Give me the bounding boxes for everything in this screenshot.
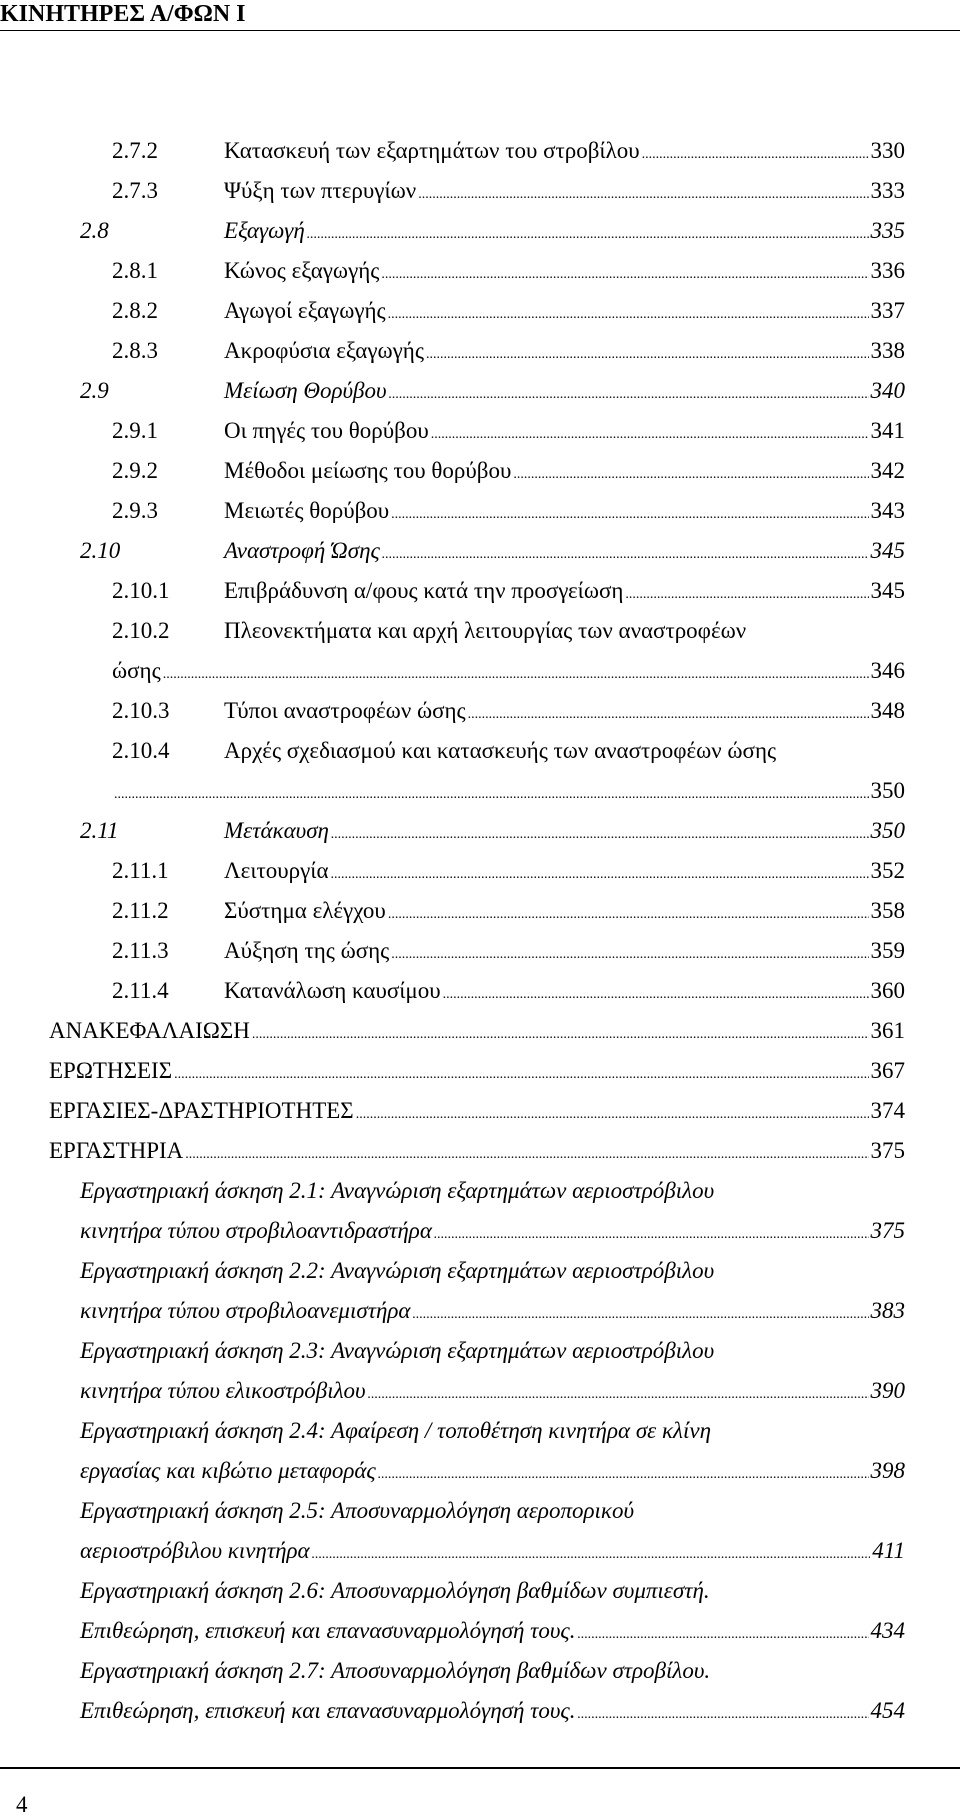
toc-entry[interactable]	[112, 291, 905, 331]
toc-entry-title: Οι πηγές του θορύβου	[224, 418, 429, 443]
toc-entry[interactable]	[112, 451, 905, 491]
toc-entry-title: Αρχές σχεδιασμού και κατασκευής των αναστροφέων ώσης	[224, 738, 777, 763]
toc-entry-number: 2.11.2	[112, 898, 169, 923]
toc-entry-continuation[interactable]	[112, 771, 905, 811]
dot-leader	[368, 1375, 869, 1415]
dot-leader	[443, 975, 869, 1015]
toc-entry-title: Πλεονεκτήματα και αρχή λειτουργίας των αναστροφέων	[224, 618, 747, 643]
toc-entry-page: 361	[870, 1018, 905, 1043]
dot-leader	[468, 695, 869, 735]
toc-entry[interactable]	[112, 571, 905, 611]
toc-entry-title-continued: ώσης	[112, 658, 161, 683]
toc-entry-title-continued: κινητήρα τύπου στροβιλοανεμιστήρα	[80, 1298, 411, 1323]
toc-entry-title-continued: κινητήρα τύπου στροβιλοαντιδραστήρα	[80, 1218, 432, 1243]
toc-entry-number: 2.9.3	[112, 498, 158, 523]
toc-entry-page: 345	[870, 538, 905, 563]
toc-entry-page: 375	[870, 1218, 905, 1243]
toc-entry-number: 2.10.1	[112, 578, 170, 603]
table-of-contents	[0, 131, 960, 1731]
toc-entry[interactable]	[112, 691, 905, 731]
toc-entry-number: 2.8.2	[112, 298, 158, 323]
toc-entry-number: 2.8.1	[112, 258, 158, 283]
toc-entry[interactable]	[80, 811, 905, 851]
toc-entry-page: 375	[870, 1138, 905, 1163]
toc-entry[interactable]	[80, 211, 905, 251]
toc-entry-page: 350	[870, 778, 905, 803]
toc-entry-number: 2.11.4	[112, 978, 169, 1003]
toc-entry-title: Τύποι αναστροφέων ώσης	[224, 698, 466, 723]
toc-entry[interactable]	[49, 1051, 905, 1091]
toc-entry-title-continued: Επιθεώρηση, επισκευή και επανασυναρμολόγησή τους.	[80, 1698, 576, 1723]
toc-entry-page: 335	[870, 218, 905, 243]
dot-leader	[434, 1215, 869, 1255]
toc-entry[interactable]	[112, 611, 905, 651]
toc-entry[interactable]	[80, 1411, 905, 1451]
dot-leader	[391, 495, 868, 535]
page-footer	[0, 1767, 960, 1817]
toc-entry[interactable]	[80, 1171, 905, 1211]
toc-entry[interactable]	[80, 1651, 905, 1691]
dot-leader	[431, 415, 869, 455]
toc-entry-title-continued: αεριοστρόβιλου κινητήρα	[80, 1538, 310, 1563]
dot-leader	[388, 295, 869, 335]
dot-leader	[252, 1015, 869, 1055]
toc-entry[interactable]	[112, 251, 905, 291]
toc-entry-title: Κατασκευή των εξαρτημάτων του στροβίλου	[224, 138, 640, 163]
toc-entry-number: 2.8	[80, 218, 109, 243]
toc-entry[interactable]	[80, 371, 905, 411]
toc-entry-title: Ψύξη των πτερυγίων	[224, 178, 417, 203]
toc-entry-title: Σύστημα ελέγχου	[224, 898, 386, 923]
toc-entry-title: Εργαστηριακή άσκηση 2.4: Αφαίρεση / τοποθέτηση κινητήρα σε κλίνη	[80, 1418, 711, 1443]
toc-entry-title: Εργαστηριακή άσκηση 2.6: Αποσυναρμολόγηση βαθμίδων συμπιεστή.	[80, 1578, 710, 1603]
toc-entry-number: 2.7.3	[112, 178, 158, 203]
toc-entry[interactable]	[80, 1571, 905, 1611]
toc-entry-number: 2.10.3	[112, 698, 170, 723]
toc-entry-continuation[interactable]	[80, 1291, 905, 1331]
toc-entry-continuation[interactable]	[112, 651, 905, 691]
toc-entry-title: Κατανάλωση καυσίμου	[224, 978, 441, 1003]
toc-entry-continuation[interactable]	[80, 1691, 905, 1731]
toc-entry-number: 2.9.2	[112, 458, 158, 483]
toc-entry-page: 352	[870, 858, 905, 883]
running-header-title: ΚΙΝΗΤΗΡΕΣ Α/ΦΩΝ Ι	[0, 1, 246, 27]
toc-entry-continuation[interactable]	[80, 1531, 905, 1571]
dot-leader	[389, 375, 869, 415]
toc-entry-title: Επιβράδυνση α/φους κατά την προσγείωση	[224, 578, 624, 603]
toc-entry-title: Εξαγωγή	[224, 218, 305, 243]
toc-entry-number: 2.11.3	[112, 938, 169, 963]
dot-leader	[391, 935, 868, 975]
toc-entry-page: 333	[870, 178, 905, 203]
dot-leader	[625, 575, 868, 615]
dot-leader	[418, 175, 868, 215]
toc-entry-page: 383	[870, 1298, 905, 1323]
dot-leader	[513, 455, 868, 495]
toc-entry[interactable]	[112, 171, 905, 211]
toc-entry[interactable]	[112, 331, 905, 371]
toc-entry-number: 2.10	[80, 538, 121, 563]
toc-entry-title: Μειωτές θορύβου	[224, 498, 390, 523]
toc-entry-number: 2.9	[80, 378, 109, 403]
toc-entry-title: Εργαστηριακή άσκηση 2.7: Αποσυναρμολόγηση βαθμίδων στροβίλου.	[80, 1658, 711, 1683]
running-header	[0, 0, 960, 31]
toc-entry-title: ΑΝΑΚΕΦΑΛΑΙΩΣΗ	[49, 1018, 250, 1043]
dot-leader	[412, 1295, 868, 1335]
toc-entry-number: 2.7.2	[112, 138, 158, 163]
toc-entry-page: 390	[870, 1378, 905, 1403]
toc-entry[interactable]	[112, 131, 905, 171]
toc-entry-title: Ακροφύσια εξαγωγής	[224, 338, 424, 363]
toc-entry[interactable]	[112, 931, 905, 971]
dot-leader	[307, 215, 869, 255]
toc-entry-page: 340	[870, 378, 905, 403]
toc-entry-continuation[interactable]	[80, 1371, 905, 1411]
toc-entry[interactable]	[49, 1131, 905, 1171]
toc-entry-page: 341	[870, 418, 905, 443]
toc-entry-continuation[interactable]	[80, 1451, 905, 1491]
toc-entry-title: Εργαστηριακή άσκηση 2.5: Αποσυναρμολόγηση αεροπορικού	[80, 1498, 635, 1523]
toc-entry-title: Αύξηση της ώσης	[224, 938, 390, 963]
toc-entry-title: Εργαστηριακή άσκηση 2.2: Αναγνώριση εξαρτημάτων αεριοστρόβιλου	[80, 1258, 715, 1283]
toc-entry-page: 337	[870, 298, 905, 323]
dot-leader	[378, 1455, 869, 1495]
dot-leader	[577, 1695, 868, 1735]
toc-entry-title: ΕΡΓΑΣΤΗΡΙΑ	[49, 1138, 184, 1163]
toc-entry[interactable]	[80, 531, 905, 571]
toc-entry-title: ΕΡΩΤΗΣΕΙΣ	[49, 1058, 173, 1083]
toc-entry[interactable]	[49, 1091, 905, 1131]
dot-leader	[312, 1535, 871, 1575]
toc-entry-page: 367	[870, 1058, 905, 1083]
dot-leader	[388, 895, 869, 935]
dot-leader	[174, 1055, 868, 1095]
toc-entry-page: 345	[870, 578, 905, 603]
toc-entry-title: ΕΡΓΑΣΙΕΣ-ΔΡΑΣΤΗΡΙΟΤΗΤΕΣ	[49, 1098, 354, 1123]
toc-entry-page: 336	[870, 258, 905, 283]
toc-entry-number: 2.10.4	[112, 738, 170, 763]
dot-leader	[356, 1095, 869, 1135]
dot-leader	[185, 1135, 868, 1175]
toc-entry-title: Κώνος εξαγωγής	[224, 258, 380, 283]
toc-entry-page: 454	[870, 1698, 905, 1723]
toc-entry-title-continued: εργασίας και κιβώτιο μεταφοράς	[80, 1458, 376, 1483]
toc-entry-title-continued: κινητήρα τύπου ελικοστρόβιλου	[80, 1378, 366, 1403]
toc-entry[interactable]	[112, 731, 905, 771]
toc-entry-number: 2.9.1	[112, 418, 158, 443]
toc-entry-page: 434	[870, 1618, 905, 1643]
toc-entry-page: 358	[870, 898, 905, 923]
toc-entry-page: 348	[870, 698, 905, 723]
toc-entry-title: Μείωση Θορύβου	[224, 378, 387, 403]
toc-entry-title: Μετάκαυση	[224, 818, 329, 843]
toc-entry-page: 398	[870, 1458, 905, 1483]
toc-entry-number: 2.8.3	[112, 338, 158, 363]
toc-entry-title: Εργαστηριακή άσκηση 2.1: Αναγνώριση εξαρτημάτων αεριοστρόβιλου	[80, 1178, 715, 1203]
toc-entry[interactable]	[80, 1251, 905, 1291]
toc-entry-number: 2.11	[80, 818, 119, 843]
toc-entry-page: 346	[870, 658, 905, 683]
dot-leader	[331, 855, 869, 895]
toc-entry-page: 360	[870, 978, 905, 1003]
dot-leader	[577, 1615, 868, 1655]
page-number: 4	[16, 1792, 28, 1817]
toc-entry-title: Λειτουργία	[224, 858, 329, 883]
toc-entry[interactable]	[80, 1491, 905, 1531]
toc-entry-title: Αναστροφή Ώσης	[224, 538, 380, 563]
toc-entry[interactable]	[112, 971, 905, 1011]
toc-entry[interactable]	[80, 1331, 905, 1371]
toc-entry-title: Αγωγοί εξαγωγής	[224, 298, 386, 323]
toc-entry-continuation[interactable]	[80, 1211, 905, 1251]
toc-entry-page: 343	[870, 498, 905, 523]
dot-leader	[382, 535, 869, 575]
toc-entry[interactable]	[49, 1011, 905, 1051]
toc-entry-number: 2.10.2	[112, 618, 170, 643]
toc-entry[interactable]	[112, 891, 905, 931]
toc-entry-page: 350	[870, 818, 905, 843]
toc-entry-number: 2.11.1	[112, 858, 169, 883]
toc-entry[interactable]	[112, 411, 905, 451]
toc-entry[interactable]	[112, 851, 905, 891]
toc-entry-title: Εργαστηριακή άσκηση 2.3: Αναγνώριση εξαρτημάτων αεριοστρόβιλου	[80, 1338, 715, 1363]
toc-entry-page: 330	[870, 138, 905, 163]
toc-entry-title: Μέθοδοι μείωσης του θορύβου	[224, 458, 512, 483]
toc-entry-page: 374	[870, 1098, 905, 1123]
dot-leader	[163, 655, 869, 695]
toc-entry-title-continued: Επιθεώρηση, επισκευή και επανασυναρμολόγησή τους.	[80, 1618, 576, 1643]
toc-entry-continuation[interactable]	[80, 1611, 905, 1651]
toc-entry-page: 411	[872, 1538, 905, 1563]
toc-entry[interactable]	[112, 491, 905, 531]
dot-leader	[114, 775, 869, 815]
toc-entry-page: 338	[870, 338, 905, 363]
dot-leader	[426, 335, 869, 375]
dot-leader	[331, 815, 869, 855]
dot-leader	[642, 135, 869, 175]
toc-entry-page: 359	[870, 938, 905, 963]
toc-entry-page: 342	[870, 458, 905, 483]
dot-leader	[381, 255, 868, 295]
